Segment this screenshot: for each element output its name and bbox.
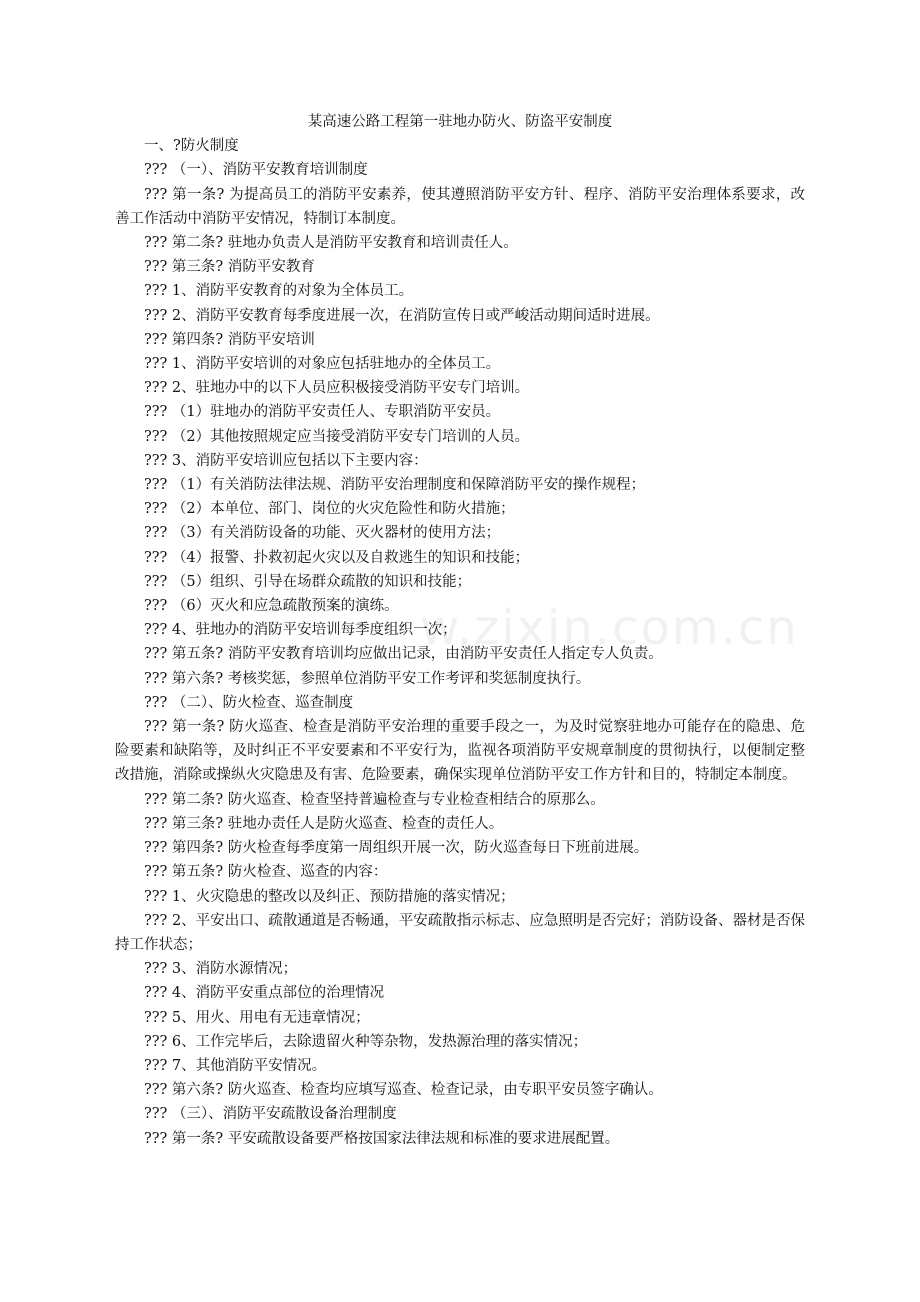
paragraph: ??? 第一条? 平安疏散设备要严格按国家法律法规和标准的要求进展配置。 (144, 1130, 620, 1147)
paragraph: ??? 4、消防平安重点部位的治理情况 (144, 985, 385, 1002)
paragraph: ??? 第四条? 防火检查每季度第一周组织开展一次，防火巡查每日下班前进展。 (144, 840, 649, 857)
paragraph: ??? 4、驻地办的消防平安培训每季度组织一次； (144, 622, 457, 639)
paragraph: ??? （4）报警、扑救初起火灾以及自救逃生的知识和技能； (144, 549, 530, 566)
paragraph: ??? （5）组织、引导在场群众疏散的知识和技能； (144, 573, 472, 590)
paragraph: ??? （2）其他按照规定应当接受消防平安专门培训的人员。 (144, 428, 530, 445)
paragraph: ??? （2）本单位、部门、岗位的火灾危险性和防火措施； (144, 501, 515, 518)
paragraph: ??? 第五条? 消防平安教育培训均应做出记录，由消防平安责任人指定专人负责。 (144, 646, 663, 663)
paragraph: ??? 第六条? 考核奖惩，参照单位消防平安工作考评和奖惩制度执行。 (144, 670, 591, 687)
paragraph: ??? （三）、消防平安疏散设备治理制度 (144, 1106, 397, 1123)
paragraph: ??? 6、工作完毕后，去除遗留火种等杂物，发热源治理的落实情况； (144, 1033, 588, 1050)
paragraph: ??? 第四条? 消防平安培训 (144, 331, 315, 348)
paragraph: 一、?防火制度 (144, 138, 239, 155)
paragraph: ??? 2、平安出口、疏散通道是否畅通，平安疏散指示标志、应急照明是否完好；消防设备、器材是否保持工作状态； (115, 912, 805, 953)
document-page (115, 110, 805, 1151)
watermark: w.zixin.com.cn (420, 600, 799, 656)
paragraph: ??? 第三条? 消防平安教育 (144, 259, 315, 276)
paragraph: ??? 5、用火、用电有无违章情况； (144, 1009, 370, 1026)
paragraph: ??? （1）驻地办的消防平安责任人、专职消防平安员。 (144, 404, 501, 421)
document-title: 某高速公路工程第一驻地办防火、防盗平安制度 (307, 114, 613, 130)
paragraph: ??? （1）有关消防法律法规、消防平安治理制度和保障消防平安的操作规程； (144, 477, 646, 494)
paragraph: ??? 第三条? 驻地办责任人是防火巡查、检查的责任人。 (144, 815, 504, 832)
paragraph: ??? 3、消防水源情况； (144, 961, 298, 978)
paragraph: ??? 第二条? 驻地办负责人是消防平安教育和培训责任人。 (144, 235, 518, 252)
paragraph: ??? 3、消防平安培训应包括以下主要内容： (144, 452, 428, 469)
paragraph: ??? 2、驻地办中的以下人员应积极接受消防平安专门培训。 (144, 380, 530, 397)
paragraph: ??? （6）灭火和应急疏散预案的演练。 (144, 598, 399, 615)
paragraph: ??? 第一条? 为提高员工的消防平安素养，使其遵照消防平安方针、程序、消防平安治理体系要求，改善工作活动中消防平安情况，特制订本制度。 (115, 186, 805, 227)
paragraph: ??? 第二条? 防火巡查、检查坚持普遍检查与专业检查相结合的原那么。 (144, 791, 605, 808)
document-body (115, 134, 805, 1151)
paragraph: ??? 1、火灾隐患的整改以及纠正、预防措施的落实情况； (144, 888, 515, 905)
paragraph: ??? 1、消防平安教育的对象为全体员工。 (144, 283, 414, 300)
paragraph: ??? 第五条? 防火检查、巡查的内容： (144, 864, 388, 881)
paragraph: ??? 第六条? 防火巡查、检查均应填写巡查、检查记录，由专职平安员签字确认。 (144, 1082, 663, 1099)
paragraph: ??? （二）、防火检查、巡查制度 (144, 694, 354, 711)
paragraph: ??? （一）、消防平安教育培训制度 (144, 162, 368, 179)
paragraph: ??? 7、其他消防平安情况。 (144, 1057, 327, 1074)
paragraph: ??? 1、消防平安培训的对象应包括驻地办的全体员工。 (144, 356, 501, 373)
paragraph: ??? （3）有关消防设备的功能、灭火器材的使用方法； (144, 525, 501, 542)
paragraph: ??? 第一条? 防火巡查、检查是消防平安治理的重要手段之一，为及时觉察驻地办可能存在的隐患、危险要素和缺陷等，及时纠正不平安要素和不平安行为，监视各项消防平安规章制度的贯彻执行，以便制定整改措施，消除或操纵火灾隐患及有害、危险要素，确保实现单位消防平安工作方针和目的，特制定本制度。 (115, 719, 805, 784)
paragraph: ??? 2、消防平安教育每季度进展一次，在消防宣传日或严峻活动期间适时进展。 (144, 307, 660, 324)
